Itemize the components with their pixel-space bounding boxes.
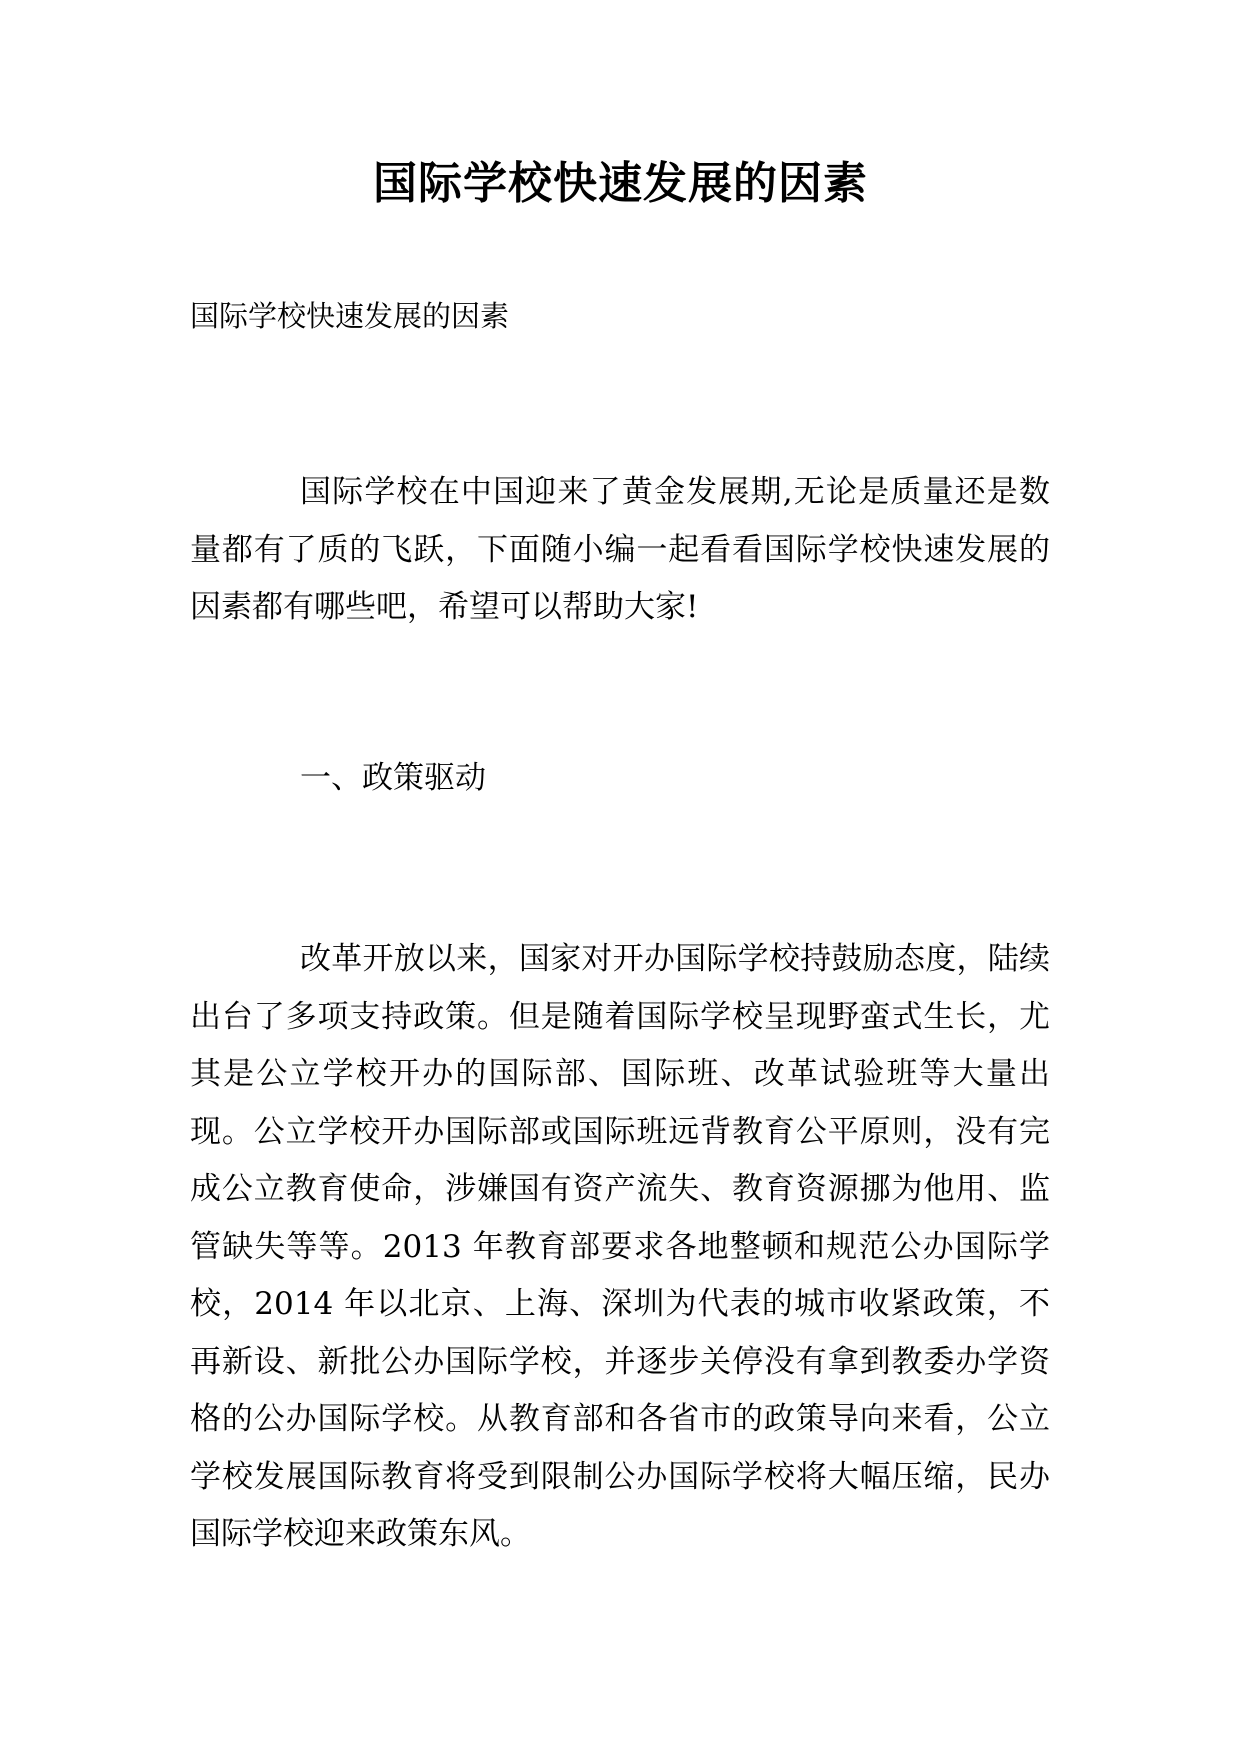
document-title: 国际学校快速发展的因素 [373, 158, 868, 209]
intro-paragraph: 国际学校在中国迎来了黄金发展期,无论是质量还是数量都有了质的飞跃，下面随小编一起看看国际学校快速发展的因素都有哪些吧，希望可以帮助大家! [190, 474, 1050, 625]
section-heading: 一、政策驱动 [300, 760, 486, 796]
section-paragraph: 改革开放以来，国家对开办国际学校持鼓励态度，陆续出台了多项支持政策。但是随着国际学校呈现野蛮式生长，尤其是公立学校开办的国际部、国际班、改革试验班等大量出现。公立学校开办国际部或国际班远背教育公平原则，没有完成公立教育使命，涉嫌国有资产流失、教育资源挪为他用、监管缺失等等。2013 年教育部要求各地整顿和规范公办国际学校，2014 年以北京、上海、深圳为代表的城市收紧政策，不再新设、新批公办国际学校，并逐步关停没有拿到教委办学资格的公办国际学校。从教育部和各省市的政策导向来看，公立学校发展国际教育将受到限制公办国际学校将大幅压缩，民办国际学校迎来政策东风。 [190, 941, 1050, 1552]
document-subtitle: 国际学校快速发展的因素 [190, 299, 510, 333]
